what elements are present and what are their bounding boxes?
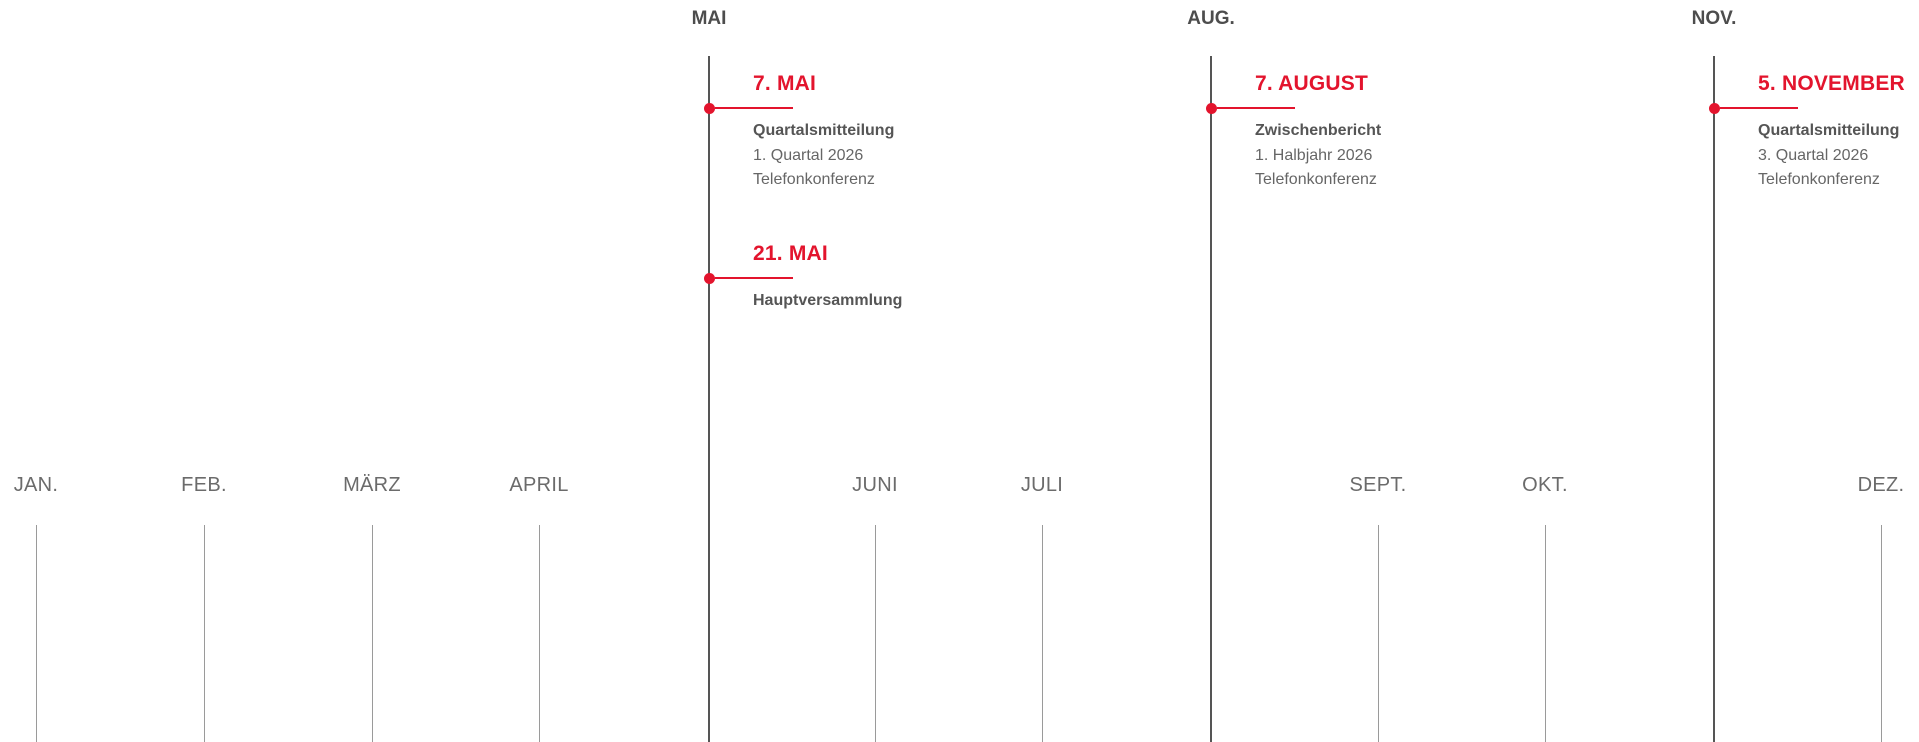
event-date: 21. MAI xyxy=(753,242,828,265)
event-dot-icon xyxy=(704,103,715,114)
event-title: Hauptversammlung xyxy=(753,292,903,309)
event-dot-icon xyxy=(1709,103,1720,114)
event-date: 5. NOVEMBER xyxy=(1758,72,1905,95)
month-label-juli: JULI xyxy=(1020,474,1064,496)
month-label-mai: MAI xyxy=(691,8,727,29)
month-line-sept xyxy=(1378,525,1379,742)
month-label-maerz: MÄRZ xyxy=(343,474,401,496)
month-label-april: APRIL xyxy=(509,474,569,496)
event-date: 7. MAI xyxy=(753,72,817,95)
event-dot-icon xyxy=(1206,103,1217,114)
month-line-mai xyxy=(708,56,710,742)
month-line-nov xyxy=(1713,56,1715,742)
month-label-okt: OKT. xyxy=(1522,474,1568,496)
month-line-juni xyxy=(875,525,876,742)
event-connector xyxy=(715,277,793,279)
event-title: Quartalsmitteilung xyxy=(753,122,895,139)
event-detail: 1. Halbjahr 2026 xyxy=(1255,147,1373,164)
month-line-okt xyxy=(1545,525,1546,742)
month-line-maerz xyxy=(372,525,373,742)
month-line-jan xyxy=(36,525,37,742)
month-label-nov: NOV. xyxy=(1691,8,1737,29)
event-dot-icon xyxy=(704,273,715,284)
event-detail: 1. Quartal 2026 xyxy=(753,147,864,164)
month-label-aug: AUG. xyxy=(1187,8,1235,29)
event-detail: 3. Quartal 2026 xyxy=(1758,147,1869,164)
month-label-feb: FEB. xyxy=(181,474,227,496)
month-line-dez xyxy=(1881,525,1882,742)
event-detail: Telefonkonferenz xyxy=(1255,171,1377,188)
month-line-juli xyxy=(1042,525,1043,742)
event-connector xyxy=(1720,107,1798,109)
event-date: 7. AUGUST xyxy=(1255,72,1369,95)
month-label-sept: SEPT. xyxy=(1349,474,1407,496)
month-line-feb xyxy=(204,525,205,742)
event-connector xyxy=(715,107,793,109)
month-line-april xyxy=(539,525,540,742)
month-label-jan: JAN. xyxy=(13,474,59,496)
event-connector xyxy=(1217,107,1295,109)
event-detail: Telefonkonferenz xyxy=(1758,171,1880,188)
month-line-aug xyxy=(1210,56,1212,742)
event-title: Zwischenbericht xyxy=(1255,122,1382,139)
event-detail: Telefonkonferenz xyxy=(753,171,875,188)
month-label-dez: DEZ. xyxy=(1857,474,1905,496)
event-title: Quartalsmitteilung xyxy=(1758,122,1900,139)
month-label-juni: JUNI xyxy=(852,474,898,496)
